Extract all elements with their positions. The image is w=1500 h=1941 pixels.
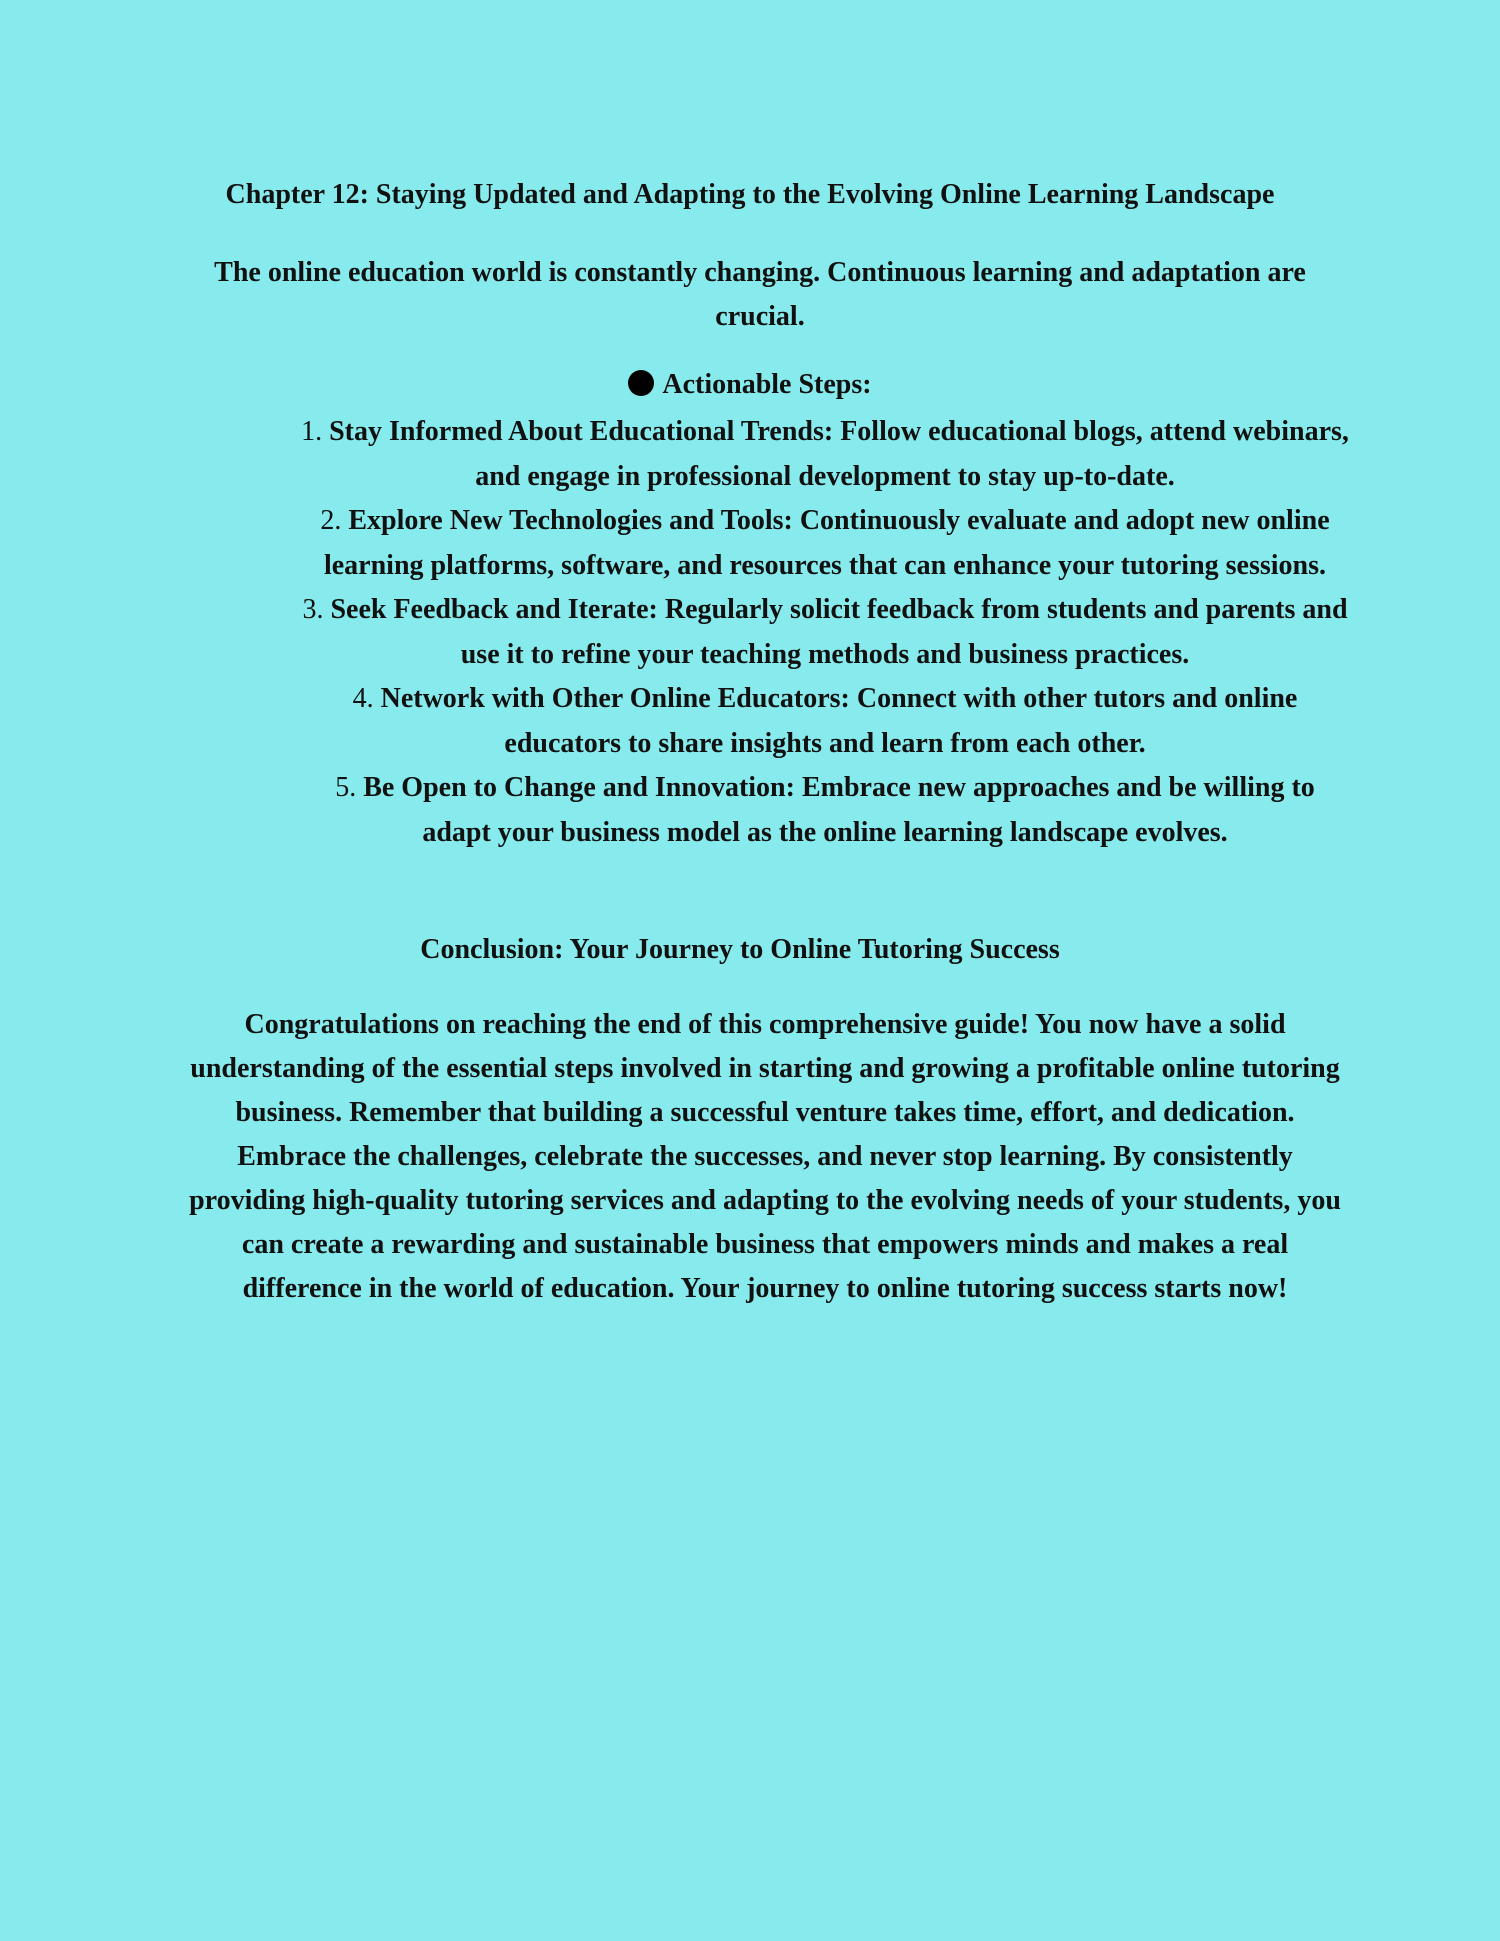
step-text: Explore New Technologies and Tools: Continuously evaluate and adopt new online learning platforms, software, and resources that can enhance your tutoring sessions. [323,505,1330,581]
conclusion-body: Congratulations on reaching the end of this comprehensive guide! You now have a solid understanding of the essential steps involved in starting and growing a profitable online tutoring business. Remember that building a successful venture takes time, effort, and dedication. Embrace the challenges, celebrate the successes, and never stop learning. By consistently providing high-quality tutoring services and adapting to the evolving needs of your students, you can create a rewarding and sustainable business that empowers minds and makes a real difference in the world of education. Your journey to online tutoring success starts now! [189,1009,1341,1304]
chapter-intro: The online education world is constantly changing. Continuous learning and adaptation are crucial. [214,257,1306,332]
step-number: 1. [301,416,323,447]
list-item [300,587,1350,677]
step-text: Network with Other Online Educators: Connect with other tutors and online educators to share insights and learn from each other. [380,683,1298,759]
actionable-steps-heading [0,366,1500,404]
step-number: 4. [352,683,374,714]
list-item [300,676,1350,766]
chapter-title: Chapter 12: Staying Updated and Adapting to the Evolving Online Learning Landscape [225,179,1275,210]
step-text: Stay Informed About Educational Trends: Follow educational blogs, attend webinars, and engage in professional development to stay up-to-date. [329,416,1349,492]
list-item [300,765,1350,855]
step-number: 3. [302,594,324,625]
step-number: 5. [335,772,357,803]
step-number: 2. [320,505,342,536]
conclusion-title: Conclusion: Your Journey to Online Tutoring Success [420,934,1060,965]
list-item [300,409,1350,499]
actionable-steps-heading-text: Actionable Steps: [662,369,872,400]
bullet-dot-icon [628,370,654,396]
actionable-steps-list [300,409,1350,854]
step-text: Be Open to Change and Innovation: Embrace new approaches and be willing to adapt your business model as the online learning landscape evolves. [363,772,1315,848]
list-item [300,498,1350,588]
step-text: Seek Feedback and Iterate: Regularly solicit feedback from students and parents and use it to refine your teaching methods and business practices. [330,594,1348,670]
